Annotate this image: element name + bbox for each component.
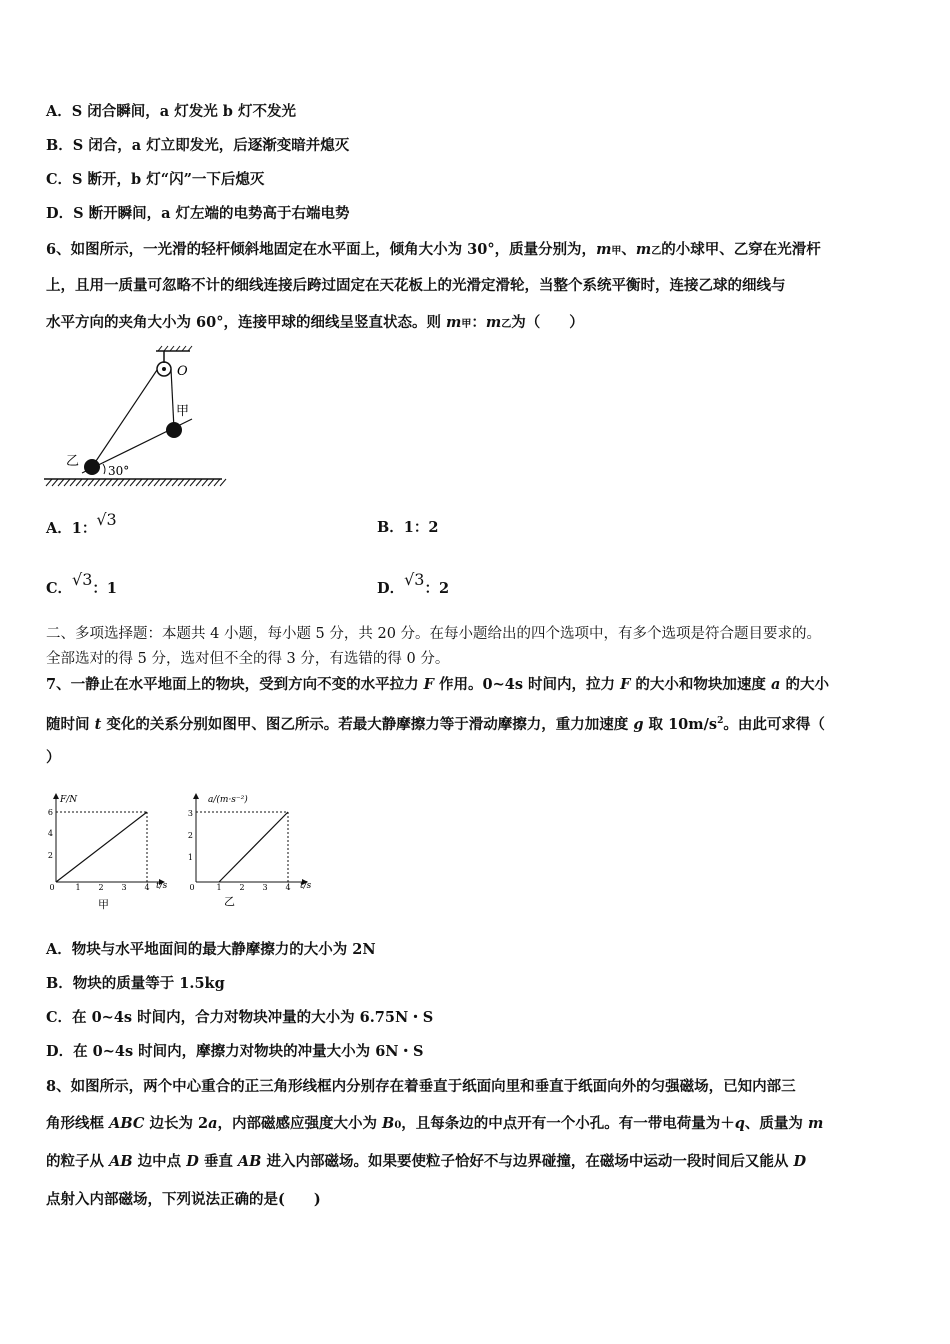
- graph-jia-line: [56, 812, 147, 882]
- graph-yi-caption: 乙: [224, 895, 235, 908]
- graph-jia-xtick: 2: [98, 883, 104, 892]
- q7-option-b: B．物块的质量等于 1.5kg: [46, 975, 225, 992]
- q5-option-b: B．S 闭合，a 灯立即发光，后逐渐变暗并熄灭: [46, 137, 350, 154]
- ball-yi: [84, 459, 100, 475]
- graph-yi-xlabel: t/s: [300, 881, 312, 891]
- graph-jia-xtick: 4: [144, 883, 150, 892]
- q8-line-3: 的粒子从 AB 边中点 D 垂直 AB 进入内部磁场。如果要使粒子恰好不与边界碰撞，在磁场中运动一段时间后又能从 D: [46, 1153, 807, 1170]
- q6-line-1: 6、如图所示，一光滑的轻杆倾斜地固定在水平面上，倾角大小为 30°，质量分别为，m甲、m乙的小球甲、乙穿在光滑杆: [46, 241, 821, 258]
- q6-line-2: 上，且用一质量可忽略不计的细线连接后跨过固定在天花板上的光滑定滑轮，当整个系统平衡时，连接乙球的细线与: [46, 277, 786, 294]
- graph-jia-ylabel: F/N: [60, 795, 78, 805]
- q6-option-a: A．1：√3: [46, 510, 117, 537]
- q5-option-a: A．S 闭合瞬间，a 灯发光 b 灯不发光: [46, 103, 296, 120]
- q6-pulley-figure: [44, 345, 224, 495]
- q7-graph-jia: [42, 790, 182, 915]
- graph-jia-ytick: 4: [47, 829, 53, 838]
- graph-yi-xtick: 1: [216, 883, 222, 892]
- ball-yi-label: 乙: [66, 454, 80, 469]
- q8-line-1: 8、如图所示，两个中心重合的正三角形线框内分别存在着垂直于纸面向里和垂直于纸面向外的匀强磁场，已知内部三: [46, 1078, 796, 1095]
- graph-jia-ytick: 2: [47, 851, 53, 860]
- q7-line-3: ）: [46, 749, 61, 766]
- q7-graph-yi: [180, 790, 330, 915]
- graph-jia-xtick: 3: [121, 883, 127, 892]
- graph-yi-ylabel: a/(m·s⁻²): [208, 795, 248, 805]
- graph-yi-xtick: 4: [285, 883, 291, 892]
- q6-option-d: D．√3：2: [377, 570, 450, 597]
- q5-option-c: C．S 断开，b 灯“闪”一下后熄灭: [46, 171, 265, 188]
- ball-jia: [166, 422, 182, 438]
- graph-yi-xtick: 2: [239, 883, 245, 892]
- ball-jia-label: 甲: [176, 404, 190, 419]
- q7-option-c: C．在 0~4s 时间内，合力对物块冲量的大小为 6.75N・S: [46, 1009, 434, 1026]
- graph-yi-xtick: 3: [262, 883, 268, 892]
- graph-jia-ytick: 6: [47, 808, 53, 817]
- graph-yi-line: [219, 812, 288, 882]
- section-2-header-line-2: 全部选对的得 5 分，选对但不全的得 3 分，有选错的得 0 分。: [46, 651, 450, 667]
- q7-line-2: 随时间 t 变化的关系分别如图甲、图乙所示。若最大静摩擦力等于滑动摩擦力，重力加速度 g 取 $10m/s^2$。由此可求得（: [46, 715, 825, 733]
- graph-yi-ytick: 1: [187, 853, 193, 862]
- graph-jia-xtick: 1: [75, 883, 81, 892]
- graph-yi-ytick: 3: [187, 809, 193, 818]
- q7-option-a: A．物块与水平地面间的最大静摩擦力的大小为 2N: [46, 941, 376, 958]
- q7-option-d: D．在 0~4s 时间内，摩擦力对物块的冲量大小为 6N・S: [46, 1043, 424, 1060]
- graph-jia-xlabel: t/s: [156, 881, 168, 891]
- graph-jia-xtick: 0: [49, 883, 55, 892]
- graph-yi-ytick: 2: [187, 831, 193, 840]
- q8-line-2: 角形线框 ABC 边长为 2a，内部磁感应强度大小为 B0，且每条边的中点开有一个小孔。有一带电荷量为＋q、质量为 m: [46, 1115, 824, 1132]
- q5-option-d: D．S 断开瞬间，a 灯左端的电势高于右端电势: [46, 205, 350, 222]
- section-2-header-line-1: 二、多项选择题：本题共 4 小题，每小题 5 分，共 20 分。在每小题给出的四个选项中，有多个选项是符合题目要求的。: [46, 626, 822, 642]
- angle-label: 30°: [108, 464, 130, 478]
- pulley-label: O: [177, 364, 188, 379]
- graph-jia-caption: 甲: [98, 898, 109, 911]
- q7-line-1: 7、一静止在水平地面上的物块，受到方向不变的水平拉力 F 作用。0~4s 时间内，拉力 F 的大小和物块加速度 a 的大小: [46, 676, 829, 693]
- q6-option-c: C．√3：1: [46, 570, 118, 597]
- q6-option-b: B．1：2: [377, 519, 439, 536]
- q6-line-3: 水平方向的夹角大小为 60°，连接甲球的细线呈竖直状态。则 m甲：m乙为（ ）: [46, 314, 584, 331]
- graph-yi-xtick: 0: [189, 883, 195, 892]
- q8-line-4: 点射入内部磁场，下列说法正确的是( ): [46, 1191, 321, 1208]
